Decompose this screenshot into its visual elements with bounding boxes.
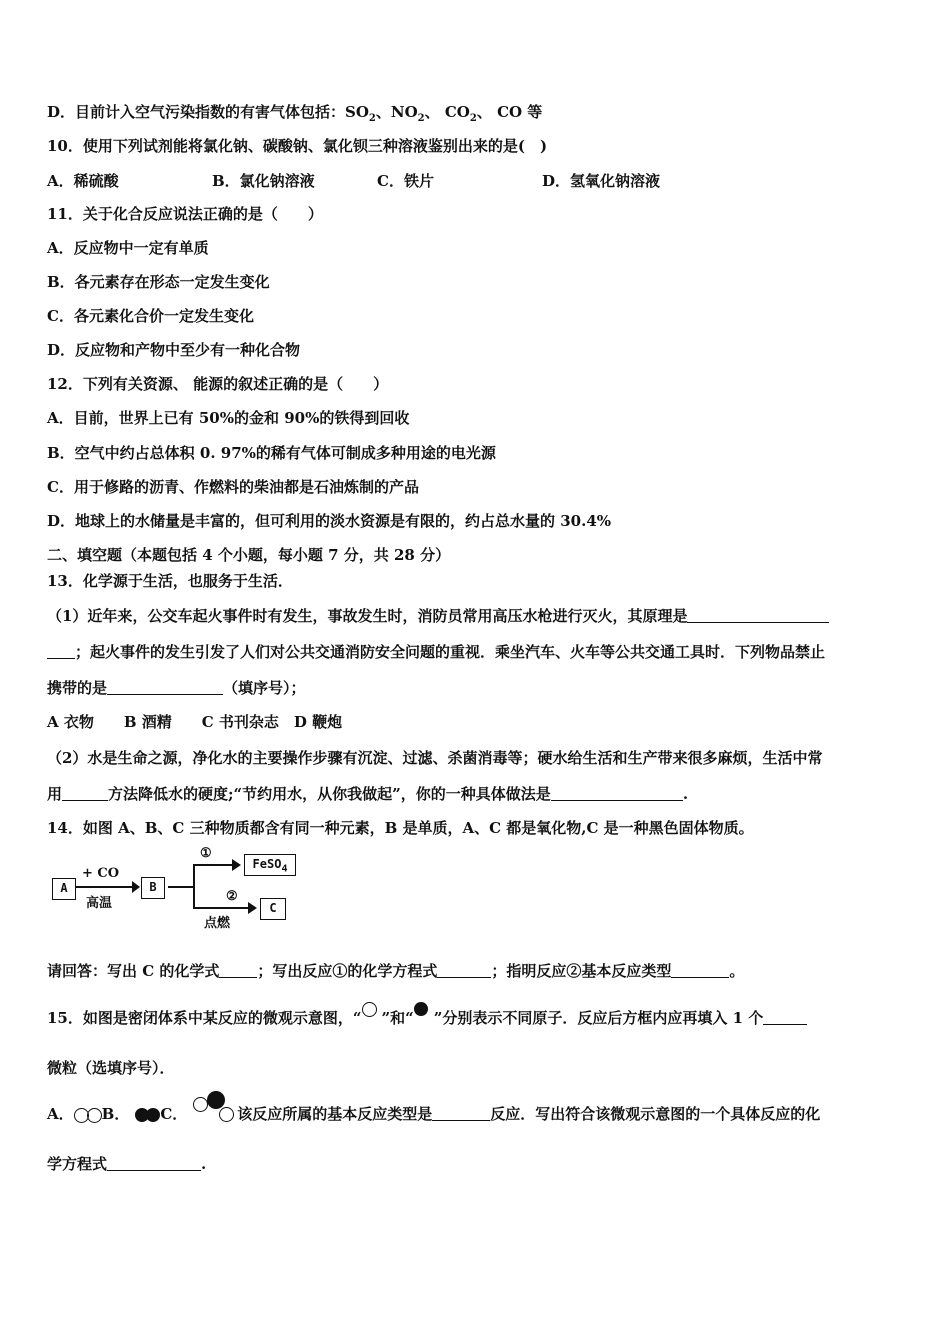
q10-option-d: D．氢氧化钠溶液 — [542, 172, 661, 190]
filled-molecule-icon — [135, 1104, 160, 1124]
diagram-step-1: ① — [200, 846, 212, 861]
q12-stem: 12．下列有关资源、 能源的叙述正确的是（ ） — [47, 375, 389, 393]
diagram-condition: 高温 — [86, 896, 113, 911]
diagram-connector — [168, 886, 194, 888]
q10-option-a: A．稀硫酸 — [47, 172, 119, 190]
answer-blank[interactable] — [107, 680, 223, 695]
mixed-molecule-icon — [191, 1105, 237, 1125]
diagram-reagent: + CO — [82, 866, 120, 881]
diagram-step-2: ② — [226, 889, 238, 904]
answer-blank[interactable] — [437, 963, 491, 978]
q13-part1-line1: （1）近年来，公交车起火事件时有发生，事故发生时，消防员常用高压水枪进行灭火，其原理是 — [47, 606, 829, 626]
diagram-box-a: A — [52, 878, 76, 900]
answer-blank[interactable] — [671, 963, 729, 978]
arrowhead-icon — [232, 859, 241, 871]
filled-atom-icon — [414, 1002, 428, 1016]
answer-blank[interactable] — [62, 786, 108, 801]
q12-option-b: B．空气中约占总体积 0. 97%的稀有气体可制成多种用途的电光源 — [47, 444, 496, 462]
q15-stem: 15．如图是密闭体系中某反应的微观示意图，“ ”和“ ”分别表示不同原子．反应后方框内应再填入 1 个 — [47, 1008, 807, 1028]
open-molecule-icon — [74, 1104, 102, 1124]
diagram-arrow-1 — [193, 864, 233, 866]
q11-stem: 11．关于化合反应说法正确的是（ ） — [47, 205, 323, 223]
q11-option-a: A．反应物中一定有单质 — [47, 239, 209, 257]
q10-option-b: B．氯化钠溶液 — [212, 172, 315, 190]
answer-blank[interactable] — [219, 963, 257, 978]
q15-options: A． B． C． 该反应所属的基本反应类型是 反应．写出符合该微观示意图的一个具体反应的化 — [47, 1104, 820, 1125]
answer-blank[interactable] — [763, 1010, 807, 1025]
q13-part2-line2: 用 方法降低水的硬度;“节约用水，从你我做起”，你的一种具体做法是 . — [47, 785, 689, 803]
q11-option-d: D．反应物和产物中至少有一种化合物 — [47, 341, 301, 359]
q12-option-d: D．地球上的水储量是丰富的，但可利用的淡水资源是有限的，约占总水量的 30.4% — [47, 512, 612, 530]
diagram-box-feso4: FeSO$_4$ — [244, 854, 296, 876]
answer-blank[interactable] — [551, 786, 683, 801]
diagram-arrow-2 — [193, 907, 249, 909]
answer-blank[interactable] — [107, 1156, 201, 1171]
q9-option-d: D．目前计入空气污染指数的有害气体包括：$SO_2$、$NO_2$、 $CO_2$、 CO 等 — [47, 103, 543, 124]
q11-option-c: C．各元素化合价一定发生变化 — [47, 307, 254, 325]
diagram-box-b: B — [141, 877, 165, 899]
answer-blank[interactable] — [47, 644, 75, 659]
q12-option-a: A．目前，世界上已有 50%的金和 90%的铁得到回收 — [47, 409, 410, 427]
diagram-branch — [193, 864, 195, 909]
arrowhead-icon — [248, 902, 257, 914]
q12-option-c: C．用于修路的沥青、作燃料的柴油都是石油炼制的产品 — [47, 478, 419, 496]
q13-part1-line3: 携带的是 （填序号）； — [47, 679, 306, 697]
section-heading: 二、填空题（本题包括 4 个小题，每小题 7 分，共 28 分） — [47, 546, 451, 564]
q13-part1-line2: ；起火事件的发生引发了人们对公共交通消防安全问题的重视．乘坐汽车、火车等公共交通工具时．下列物品禁止 — [47, 642, 825, 662]
q10-stem: 10．使用下列试剂能将氯化钠、碳酸钠、氯化钡三种溶液鉴别出来的是( ) — [47, 137, 548, 155]
diagram-box-c: C — [260, 898, 286, 920]
q11-option-b: B．各元素存在形态一定发生变化 — [47, 273, 270, 291]
q13-items: A 衣物 B 酒精 C 书刊杂志 D 鞭炮 — [47, 713, 343, 731]
answer-blank[interactable] — [687, 608, 829, 623]
q13-part2-line1: （2）水是生命之源，净化水的主要操作步骤有沉淀、过滤、杀菌消毒等；硬水给生活和生产带来很多麻烦，生活中常 — [47, 749, 823, 767]
q15-line4: 学方程式 . — [47, 1155, 207, 1173]
q15-line2: 微粒（选填序号）． — [47, 1059, 175, 1077]
arrowhead-icon — [132, 881, 140, 893]
answer-blank[interactable] — [432, 1106, 490, 1121]
q10-option-c: C．铁片 — [377, 172, 434, 190]
q14-stem: 14．如图 A、B、C 三种物质都含有同一种元素，B 是单质，A、C 都是氧化物,C 是一种黑色固体物质。 — [47, 819, 754, 837]
diagram-ignite: 点燃 — [204, 916, 231, 931]
q13-stem: 13．化学源于生活，也服务于生活． — [47, 572, 293, 590]
open-atom-icon — [362, 1002, 377, 1017]
q14-ask: 请回答：写出 C 的化学式 ；写出反应①的化学方程式 ；指明反应②基本反应类型 。 — [47, 962, 745, 980]
diagram-arrow-main — [76, 886, 134, 888]
